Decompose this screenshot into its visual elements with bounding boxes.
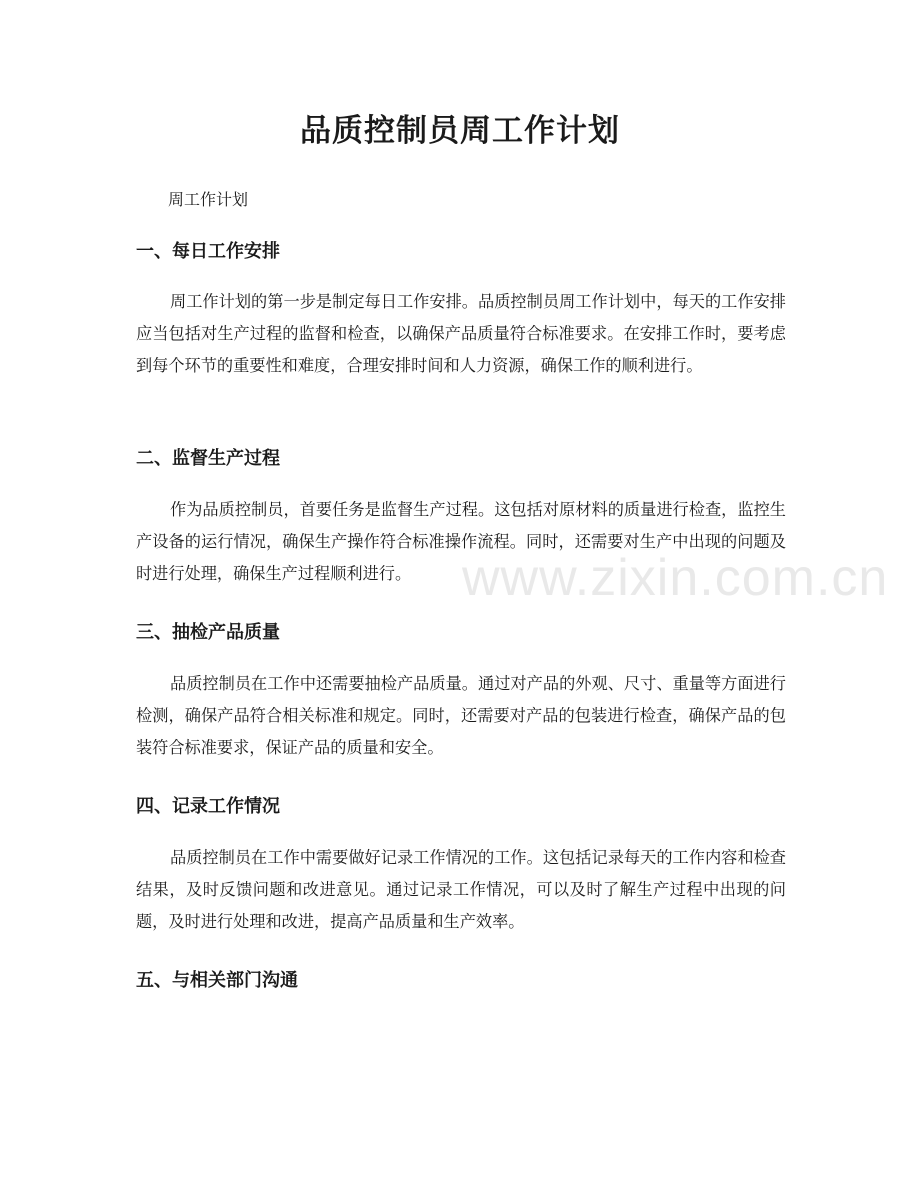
section-heading-3: 三、抽检产品质量 <box>136 622 280 643</box>
document-subtitle: 周工作计划 <box>168 190 249 209</box>
section-heading-5: 五、与相关部门沟通 <box>136 970 298 991</box>
section-body-4: 品质控制员在工作中需要做好记录工作情况的工作。这包括记录每天的工作内容和检查结果，及时反馈问题和改进意见。通过记录工作情况，可以及时了解生产过程中出现的问题，及时进行处理和改进，提高产品质量和生产效率。 <box>136 848 786 931</box>
section-body-3: 品质控制员在工作中还需要抽检产品质量。通过对产品的外观、尺寸、重量等方面进行检测，确保产品符合相关标准和规定。同时，还需要对产品的包装进行检查，确保产品的包装符合标准要求，保证产品的质量和安全。 <box>136 674 786 757</box>
section-heading-2: 二、监督生产过程 <box>136 448 280 469</box>
section-body-2: 作为品质控制员，首要任务是监督生产过程。这包括对原材料的质量进行检查，监控生产设备的运行情况，确保生产操作符合标准操作流程。同时，还需要对生产中出现的问题及时进行处理，确保生产过程顺利进行。 <box>136 500 786 583</box>
document-title: 品质控制员周工作计划 <box>300 113 620 149</box>
watermark: www.zixin.com.cn <box>462 549 889 607</box>
section-heading-4: 四、记录工作情况 <box>136 796 280 817</box>
section-heading-1: 一、每日工作安排 <box>136 241 280 262</box>
section-body-1: 周工作计划的第一步是制定每日工作安排。品质控制员周工作计划中，每天的工作安排应当包括对生产过程的监督和检查，以确保产品质量符合标准要求。在安排工作时，要考虑到每个环节的重要性和难度，合理安排时间和人力资源，确保工作的顺利进行。 <box>136 292 786 375</box>
